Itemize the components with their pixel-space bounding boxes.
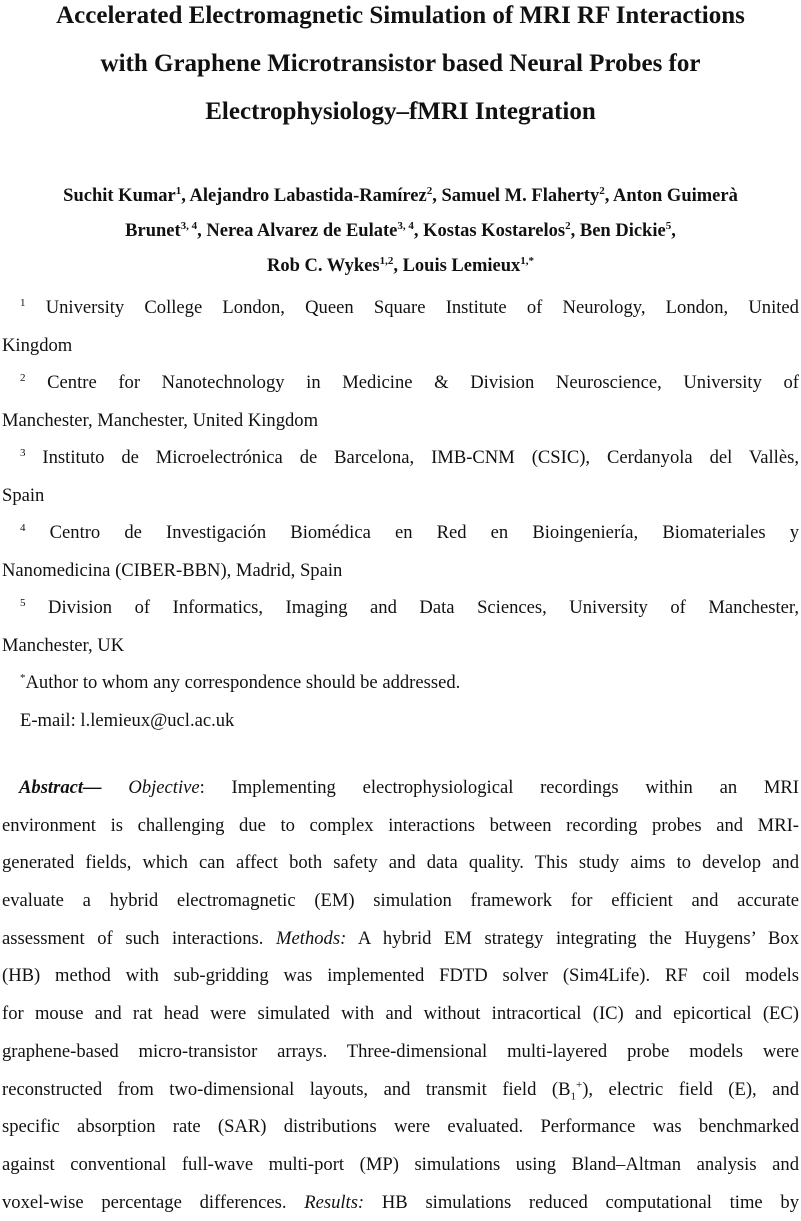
author-affiliation-mark: 2	[599, 185, 605, 197]
abstract-text: assessment of such interactions.	[2, 927, 264, 949]
author-affiliation-mark: 3, 4	[180, 220, 198, 232]
abstract	[2, 769, 799, 1221]
author-name: Suchit Kumar	[63, 186, 176, 206]
title-line-3: Electrophysiology–fMRI Integration	[205, 98, 596, 125]
abstract-line: evaluate a hybrid electromagnetic (EM) simulation framework for efficient and accurate	[2, 890, 799, 912]
author-name: Alejandro Labastida-Ramírez	[189, 186, 427, 206]
abstract-line: generated fields, which can affect both safety and data quality. This study aims to develop and	[2, 852, 799, 874]
author-name: Kostas Kostarelos	[423, 221, 566, 241]
affiliation-number: 3	[20, 447, 26, 459]
author-list	[0, 179, 801, 284]
author-affiliation-mark: 1,*	[520, 255, 535, 267]
affiliation-number: 2	[20, 372, 26, 384]
paper-title	[0, 0, 801, 136]
abstract-line: environment is challenging due to complex interactions between recording probes and MRI-	[2, 814, 799, 836]
affiliation-number: 4	[20, 522, 26, 534]
title-line-1: Accelerated Electromagnetic Simulation of MRI RF Interactions	[56, 2, 745, 29]
author-name: Anton Guimerà	[612, 186, 738, 206]
objective-label: Objective	[128, 777, 200, 798]
affiliation-text: Manchester, UK	[2, 634, 125, 656]
correspondence-text: Author to whom any correspondence should be addressed.	[25, 672, 461, 693]
correspondence-note	[20, 664, 460, 702]
abstract-line: graphene-based micro-transistor arrays. Three-dimensional multi-layered probe models were	[2, 1040, 799, 1062]
affiliation-2	[2, 364, 799, 439]
author-affiliation-mark: 3, 4	[397, 220, 414, 232]
methods-label: Methods:	[276, 927, 347, 949]
affiliation-text: Nanomedicina (CIBER-BBN), Madrid, Spain	[2, 559, 343, 581]
affiliation-text: Manchester, Manchester, United Kingdom	[2, 409, 319, 431]
affiliation-text: Kingdom	[2, 334, 73, 356]
author-name: Ben Dickie	[579, 221, 666, 241]
affiliation-text: University College London, Queen Square Institute of Neurology, London, United	[45, 297, 799, 318]
author-name: Samuel M. Flaherty	[441, 186, 600, 206]
affiliation-text: Instituto de Microelectrónica de Barcelona, IMB-CNM (CSIC), Cerdanyola del Vallès,	[42, 447, 799, 468]
results-label: Results:	[304, 1191, 365, 1213]
b1-subscript: 1	[570, 1090, 576, 1103]
affiliation-1	[2, 289, 799, 364]
author-name: Nerea Alvarez de Eulate	[206, 221, 398, 241]
abstract-text: A hybrid EM strategy integrating the Huygens’ Box	[357, 927, 799, 949]
correspondence-mark: *	[20, 672, 26, 684]
author-line-2: Brunet$^{3, 4}$, Nerea Alvarez de Eulate$^{3, 4}$, Kostas Kostarelos$^2$, Ben Dickie$^5$,	[125, 220, 676, 241]
author-line-1: Suchit Kumar$^1$, Alejandro Labastida-Ramírez$^2$, Samuel M. Flaherty$^2$, Anton Guimerà	[63, 185, 738, 206]
affiliation-3	[2, 439, 799, 514]
abstract-line: (HB) method with sub-gridding was implemented FDTD solver (Sim4Life). RF coil models	[2, 965, 799, 987]
abstract-line: specific absorption rate (SAR) distributions were evaluated. Performance was benchmarked	[2, 1116, 799, 1138]
author-affiliation-mark: 1	[175, 185, 182, 197]
affiliation-text: Spain	[2, 484, 45, 506]
affiliation-text: Centro de Investigación Biomédica en Red en Bioingeniería, Biomateriales y	[49, 522, 799, 543]
author-line-3: Rob C. Wykes$^{1,2}$, Louis Lemieux$^{1,*}$	[266, 255, 535, 276]
abstract-text: HB simulations reduced computational time by	[381, 1191, 799, 1213]
b1-superscript: +	[575, 1078, 583, 1091]
author-name: Rob C. Wykes	[266, 256, 380, 276]
affiliation-4	[2, 514, 799, 589]
affiliation-text: Division of Informatics, Imaging and Data Sciences, University of Manchester,	[48, 597, 799, 618]
author-affiliation-mark: 2	[565, 220, 571, 232]
affiliation-number: 5	[20, 597, 26, 609]
author-affiliation-mark: 5	[665, 220, 672, 232]
title-line-2: with Graphene Microtransistor based Neural Probes for	[100, 50, 701, 77]
author-affiliation-mark: 2	[426, 185, 433, 197]
correspondence-email: E-mail: l.lemieux@ucl.ac.uk	[20, 710, 235, 731]
affiliation-number: 1	[20, 297, 26, 309]
author-name: Louis Lemieux	[402, 256, 521, 276]
affiliation-5	[2, 589, 799, 664]
abstract-text: : Implementing electrophysiological recordings within an MRI	[199, 777, 799, 798]
abstract-line: against conventional full-wave multi-port (MP) simulations using Bland–Altman analysis and	[2, 1153, 799, 1175]
affiliation-text: Centre for Nanotechnology in Medicine & Division Neuroscience, University of	[47, 372, 799, 393]
abstract-heading: Abstract—	[19, 777, 102, 798]
abstract-text: reconstructed from two-dimensional layouts, and transmit field (B	[2, 1078, 571, 1100]
abstract-line: for mouse and rat head were simulated with and without intracortical (IC) and epicortical (EC)	[2, 1003, 799, 1025]
author-affiliation-mark: 1,2	[379, 255, 394, 267]
abstract-text: ), electric field (E), and	[582, 1078, 799, 1100]
author-name: Brunet	[125, 221, 181, 241]
abstract-text: voxel-wise percentage differences.	[2, 1191, 287, 1213]
